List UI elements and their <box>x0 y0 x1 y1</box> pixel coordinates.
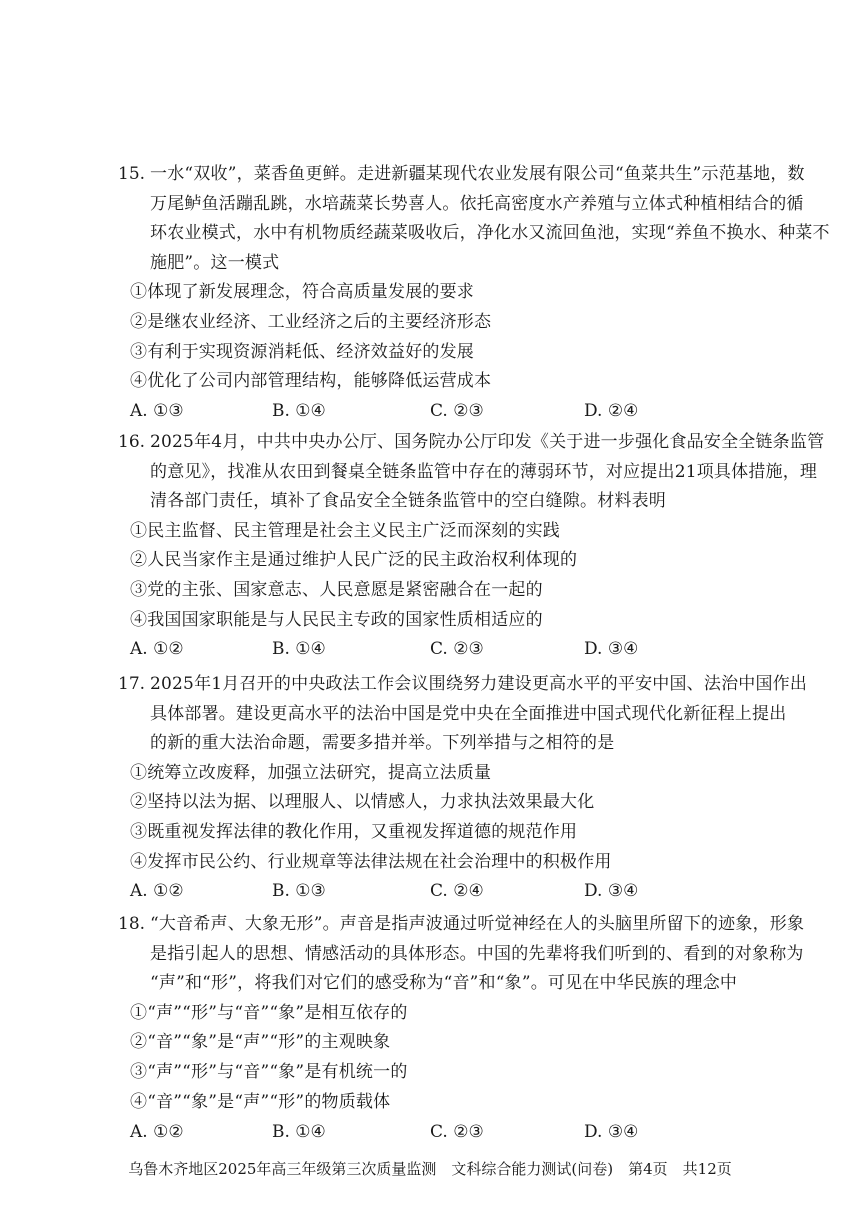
statement-option: ③有利于实现资源消耗低、经济效益好的发展 <box>130 342 474 362</box>
answer-choices <box>0 399 860 423</box>
question-stem-line: 的意见》，找准从农田到餐桌全链条监管中存在的薄弱环节，对应提出21项具体措施，理 <box>150 462 818 482</box>
question-stem-line: “大音希声、大象无形”。声音是指声波通过听觉神经在人的头脑里所留下的迹象，形象 <box>150 914 805 934</box>
answer-choices <box>0 1120 860 1144</box>
choice-a: A. ①③ <box>130 401 184 421</box>
question-stem-line: “声”和“形”，将我们对它们的感受称为“音”和“象”。可见在中华民族的理念中 <box>150 973 738 993</box>
statement-option: ④发挥市民公约、行业规章等法律法规在社会治理中的积极作用 <box>130 852 612 872</box>
question-stem-line: 一水“双收”，菜香鱼更鲜。走进新疆某现代农业发展有限公司“鱼菜共生”示范基地，数 <box>150 164 805 184</box>
question-stem-line: 具体部署。建设更高水平的法治中国是党中央在全面推进中国式现代化新征程上提出 <box>150 704 787 724</box>
statement-option: ②“音”“象”是“声”“形”的主观映象 <box>130 1032 391 1052</box>
question-stem-line: 环农业模式，水中有机物质经蔬菜吸收后，净化水又流回鱼池，实现“养鱼不换水、种菜不 <box>150 223 830 243</box>
choice-d: D. ②④ <box>584 401 639 421</box>
statement-option: ②是继农业经济、工业经济之后的主要经济形态 <box>130 312 492 332</box>
question-stem-line: 施肥”。这一模式 <box>150 253 280 273</box>
page-footer: 乌鲁木齐地区2025年高三年级第三次质量监测 文科综合能力测试(问卷) 第4页 共12页 <box>128 1160 732 1178</box>
choice-b: B. ①④ <box>272 1122 326 1142</box>
answer-choices <box>0 637 860 661</box>
statement-option: ③“声”“形”与“音”“象”是有机统一的 <box>130 1062 408 1082</box>
statement-option: ④优化了公司内部管理结构，能够降低运营成本 <box>130 371 492 391</box>
choice-d: D. ③④ <box>584 639 639 659</box>
choice-a: A. ①② <box>130 881 184 901</box>
choice-a: A. ①② <box>130 639 184 659</box>
statement-option: ①体现了新发展理念，符合高质量发展的要求 <box>130 282 474 302</box>
choice-d: D. ③④ <box>584 881 639 901</box>
choice-b: B. ①④ <box>272 639 326 659</box>
statement-option: ④“音”“象”是“声”“形”的物质载体 <box>130 1092 391 1112</box>
statement-option: ②人民当家作主是通过维护人民广泛的民主政治权利体现的 <box>130 550 578 570</box>
answer-choices <box>0 879 860 903</box>
question-stem-line: 清各部门责任，填补了食品安全全链条监管中的空白缝隙。材料表明 <box>150 491 666 511</box>
statement-option: ①“声”“形”与“音”“象”是相互依存的 <box>130 1003 408 1023</box>
choice-c: C. ②④ <box>430 881 484 901</box>
choice-b: B. ①④ <box>272 401 326 421</box>
choice-c: C. ②③ <box>430 1122 484 1142</box>
choice-c: C. ②③ <box>430 401 484 421</box>
question-stem-line: 2025年4月，中共中央办公厅、国务院办公厅印发《关于进一步强化食品安全全链条监管 <box>150 432 825 452</box>
statement-option: ④我国国家职能是与人民民主专政的国家性质相适应的 <box>130 610 543 630</box>
statement-option: ①统筹立改废释，加强立法研究，提高立法质量 <box>130 763 492 783</box>
question-number: 18. <box>118 914 146 934</box>
question-stem-line: 是指引起人的思想、情感活动的具体形态。中国的先辈将我们听到的、看到的对象称为 <box>150 944 804 964</box>
choice-b: B. ①③ <box>272 881 326 901</box>
statement-option: ③既重视发挥法律的教化作用，又重视发挥道德的规范作用 <box>130 822 578 842</box>
statement-option: ①民主监督、民主管理是社会主义民主广泛而深刻的实践 <box>130 521 560 541</box>
statement-option: ③党的主张、国家意志、人民意愿是紧密融合在一起的 <box>130 580 543 600</box>
question-number: 17. <box>118 674 146 694</box>
question-number: 15. <box>118 164 146 184</box>
question-stem-line: 的新的重大法治命题，需要多措并举。下列举措与之相符的是 <box>150 733 615 753</box>
choice-c: C. ②③ <box>430 639 484 659</box>
choice-a: A. ①② <box>130 1122 184 1142</box>
question-stem-line: 万尾鲈鱼活蹦乱跳，水培蔬菜长势喜人。依托高密度水产养殖与立体式种植相结合的循 <box>150 194 804 214</box>
question-stem-line: 2025年1月召开的中央政法工作会议围绕努力建设更高水平的平安中国、法治中国作出 <box>150 674 808 694</box>
question-number: 16. <box>118 432 146 452</box>
choice-d: D. ③④ <box>584 1122 639 1142</box>
statement-option: ②坚持以法为据、以理服人、以情感人，力求执法效果最大化 <box>130 792 595 812</box>
